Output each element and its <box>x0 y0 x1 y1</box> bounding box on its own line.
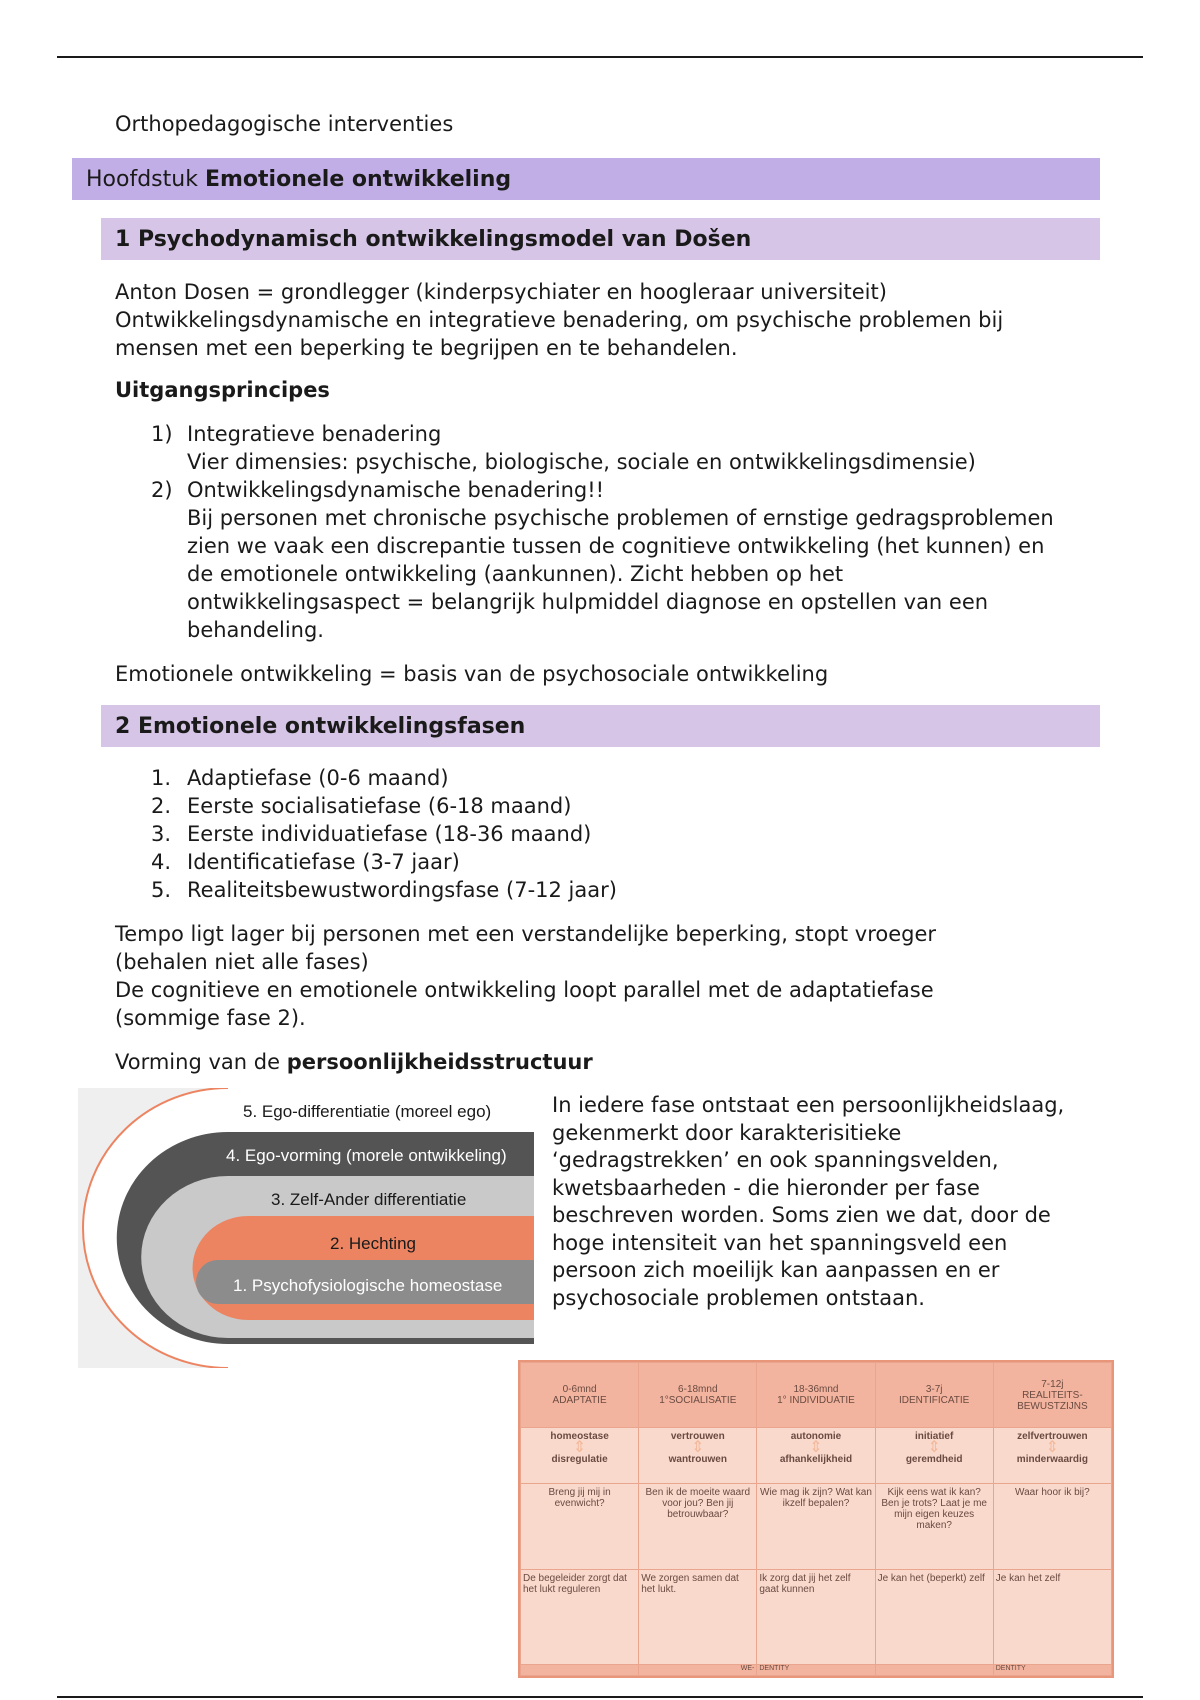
header-name: IDENTIFICATIE <box>898 1395 970 1406</box>
section1-heading: 1 Psychodynamisch ontwikkelingsmodel van Došen <box>101 218 1100 260</box>
intro-line-1: Anton Dosen = grondlegger (kinderpsychiater en hoogleraar universiteit) <box>115 280 887 304</box>
layer-label-1: 1. Psychofysiologische homeostase <box>233 1276 503 1295</box>
list-item <box>115 476 1075 644</box>
list-number: 1) <box>151 422 173 446</box>
header-name: 1°SOCIALISATIE <box>659 1395 737 1406</box>
chapter-title: Emotionele ontwikkeling <box>204 166 512 192</box>
table-footer-row <box>521 1665 1112 1676</box>
principles-list <box>115 420 1075 644</box>
phase-label: Eerste individuatiefase (18-36 maand) <box>187 822 592 846</box>
header-name: REALITEITS-BEWUSTZIJNS <box>1017 1389 1088 1412</box>
structure-heading <box>115 1048 1075 1076</box>
phase-label: Adaptiefase (0-6 maand) <box>187 766 449 790</box>
trait-cell <box>993 1428 1111 1484</box>
list-number: 5. <box>151 878 172 902</box>
trait-positive: zelfvertrouwen <box>1017 1431 1088 1442</box>
footer-cell: DENTITY <box>993 1665 1111 1676</box>
structure-bold: persoonlijkheidsstructuur <box>286 1050 593 1074</box>
note-1: Tempo ligt lager bij personen met een verstandelijke beperking, stopt vroeger (behalen niet alle fases) <box>115 922 937 974</box>
principle-title: Integratieve benadering <box>187 422 442 446</box>
footer-cell <box>875 1665 993 1676</box>
section2-heading: 2 Emotionele ontwikkelingsfasen <box>101 705 1100 747</box>
diagram-description: In iedere fase ontstaat een persoonlijkheidslaag, gekenmerkt door karakterisitieke ‘gedragstrekken’ en ook spanningsvelden, kwetsbaarheden - die hieronder per fase beschreven worden. Soms zien we dat, door de hoge intensiteit van het spanningsveld een persoon zich moeilijk kan aanpassen en er psychosociale problemen ontstaan. <box>552 1093 1065 1310</box>
double-arrow-icon: ⇕ <box>691 1439 705 1456</box>
list-item <box>115 764 1075 792</box>
table-header <box>875 1363 993 1428</box>
list-number: 1. <box>151 766 172 790</box>
header-age: 18-36mnd <box>793 1384 839 1395</box>
header-age: 7-12j <box>1041 1378 1064 1390</box>
personality-layers-diagram <box>78 1088 534 1368</box>
double-arrow-icon: ⇕ <box>809 1439 823 1456</box>
footer-cell: DENTITY <box>757 1665 875 1676</box>
principles-heading: Uitgangsprincipes <box>115 378 330 402</box>
header-name: 1° INDIVIDUATIE <box>777 1395 855 1406</box>
header-age: 0-6mnd <box>562 1384 597 1395</box>
trait-cell <box>639 1428 757 1484</box>
trait-positive: vertrouwen <box>670 1431 725 1442</box>
list-number: 2. <box>151 794 172 818</box>
structure-prefix: Vorming van de <box>115 1050 280 1074</box>
list-number: 3. <box>151 822 172 846</box>
chapter-heading <box>72 158 1100 200</box>
list-item <box>115 792 1075 820</box>
question-cell: Waar hoor ik bij? <box>993 1484 1111 1570</box>
support-cell: Je kan het zelf <box>993 1570 1111 1665</box>
support-cell: De begeleider zorgt dat het lukt reguleren <box>521 1570 639 1665</box>
intro-line-2: Ontwikkelingsdynamische en integratieve benadering, om psychische problemen bij mensen met een beperking te begrijpen en te behandelen. <box>115 308 1004 360</box>
list-item <box>115 876 1075 904</box>
chapter-prefix: Hoofdstuk <box>86 166 198 192</box>
question-cell: Wie mag ik zijn? Wat kan ikzelf bepalen? <box>757 1484 875 1570</box>
trait-cell <box>521 1428 639 1484</box>
section1-conclusion: Emotionele ontwikkeling = basis van de psychosociale ontwikkeling <box>115 662 829 686</box>
principle-text: Vier dimensies: psychische, biologische, sociale en ontwikkelingsdimensie) <box>187 450 976 474</box>
bottom-rule <box>57 1696 1143 1698</box>
support-cell: Je kan het (beperkt) zelf <box>875 1570 993 1665</box>
table-header <box>757 1363 875 1428</box>
double-arrow-icon: ⇕ <box>572 1439 587 1456</box>
list-item <box>115 848 1075 876</box>
phase-label: Eerste socialisatiefase (6-18 maand) <box>187 794 572 818</box>
list-number: 4. <box>151 850 172 874</box>
double-arrow-icon: ⇕ <box>1045 1439 1060 1456</box>
layer-label-4: 4. Ego-vorming (morele ontwikkeling) <box>226 1146 507 1165</box>
layer-label-2: 2. Hechting <box>330 1234 416 1253</box>
phases-list <box>115 764 1075 904</box>
list-item <box>115 420 1075 476</box>
phase-table-grid <box>520 1362 1112 1676</box>
table-header-row <box>521 1363 1112 1428</box>
list-item <box>115 820 1075 848</box>
table-row <box>521 1570 1112 1665</box>
table-header <box>639 1363 757 1428</box>
trait-positive: homeostase <box>550 1431 609 1442</box>
phase-table <box>518 1360 1114 1678</box>
question-cell: Ben ik de moeite waard voor jou? Ben jij betrouwbaar? <box>639 1484 757 1570</box>
trait-positive: initiatief <box>914 1431 954 1442</box>
trait-positive: autonomie <box>790 1431 842 1442</box>
table-row <box>521 1428 1112 1484</box>
trait-cell <box>875 1428 993 1484</box>
list-number: 2) <box>151 478 173 502</box>
section1-intro <box>115 278 1075 362</box>
footer-cell: WE- <box>639 1665 757 1676</box>
trait-negative: geremdheid <box>905 1454 963 1465</box>
table-row <box>521 1484 1112 1570</box>
layer-label-5: 5. Ego-differentiatie (moreel ego) <box>243 1102 492 1121</box>
support-cell: Ik zorg dat jij het zelf gaat kunnen <box>757 1570 875 1665</box>
phase-label: Realiteitsbewustwordingsfase (7-12 jaar) <box>187 878 617 902</box>
footer-cell <box>521 1665 639 1676</box>
trait-negative: afhankelijkheid <box>779 1454 853 1465</box>
question-cell: Breng jij mij in evenwicht? <box>521 1484 639 1570</box>
trait-negative: disregulatie <box>551 1454 608 1465</box>
question-cell: Kijk eens wat ik kan? Ben je trots? Laat je me mijn eigen keuzes maken? <box>875 1484 993 1570</box>
table-header <box>521 1363 639 1428</box>
document-header-title: Orthopedagogische interventies <box>115 112 454 136</box>
trait-negative: minderwaardig <box>1016 1454 1088 1465</box>
header-age: 3-7j <box>925 1384 943 1395</box>
header-age: 6-18mnd <box>678 1384 718 1395</box>
trait-cell <box>757 1428 875 1484</box>
table-header <box>993 1363 1111 1428</box>
double-arrow-icon: ⇕ <box>927 1439 941 1456</box>
trait-negative: wantrouwen <box>668 1454 727 1465</box>
note-2: De cognitieve en emotionele ontwikkeling loopt parallel met de adaptatiefase (sommige fase 2). <box>115 978 934 1030</box>
header-name: ADAPTATIE <box>552 1395 607 1406</box>
principle-text: Bij personen met chronische psychische problemen of ernstige gedragsproblemen zien we vaak een discrepantie tussen de cognitieve ontwikkeling (het kunnen) en de emotionele ontwikkeling (aankunnen). Zicht hebben op het ontwikkelingsaspect = belangrijk hulpmiddel diagnose en opstellen van een behandeling. <box>187 506 1054 642</box>
layers-svg <box>78 1088 534 1368</box>
section2-notes <box>115 920 995 1032</box>
support-cell: We zorgen samen dat het lukt. <box>639 1570 757 1665</box>
phase-label: Identificatiefase (3-7 jaar) <box>187 850 460 874</box>
principle-title: Ontwikkelingsdynamische benadering!! <box>187 478 605 502</box>
layer-label-3: 3. Zelf-Ander differentiatie <box>271 1190 467 1209</box>
top-rule <box>57 56 1143 58</box>
